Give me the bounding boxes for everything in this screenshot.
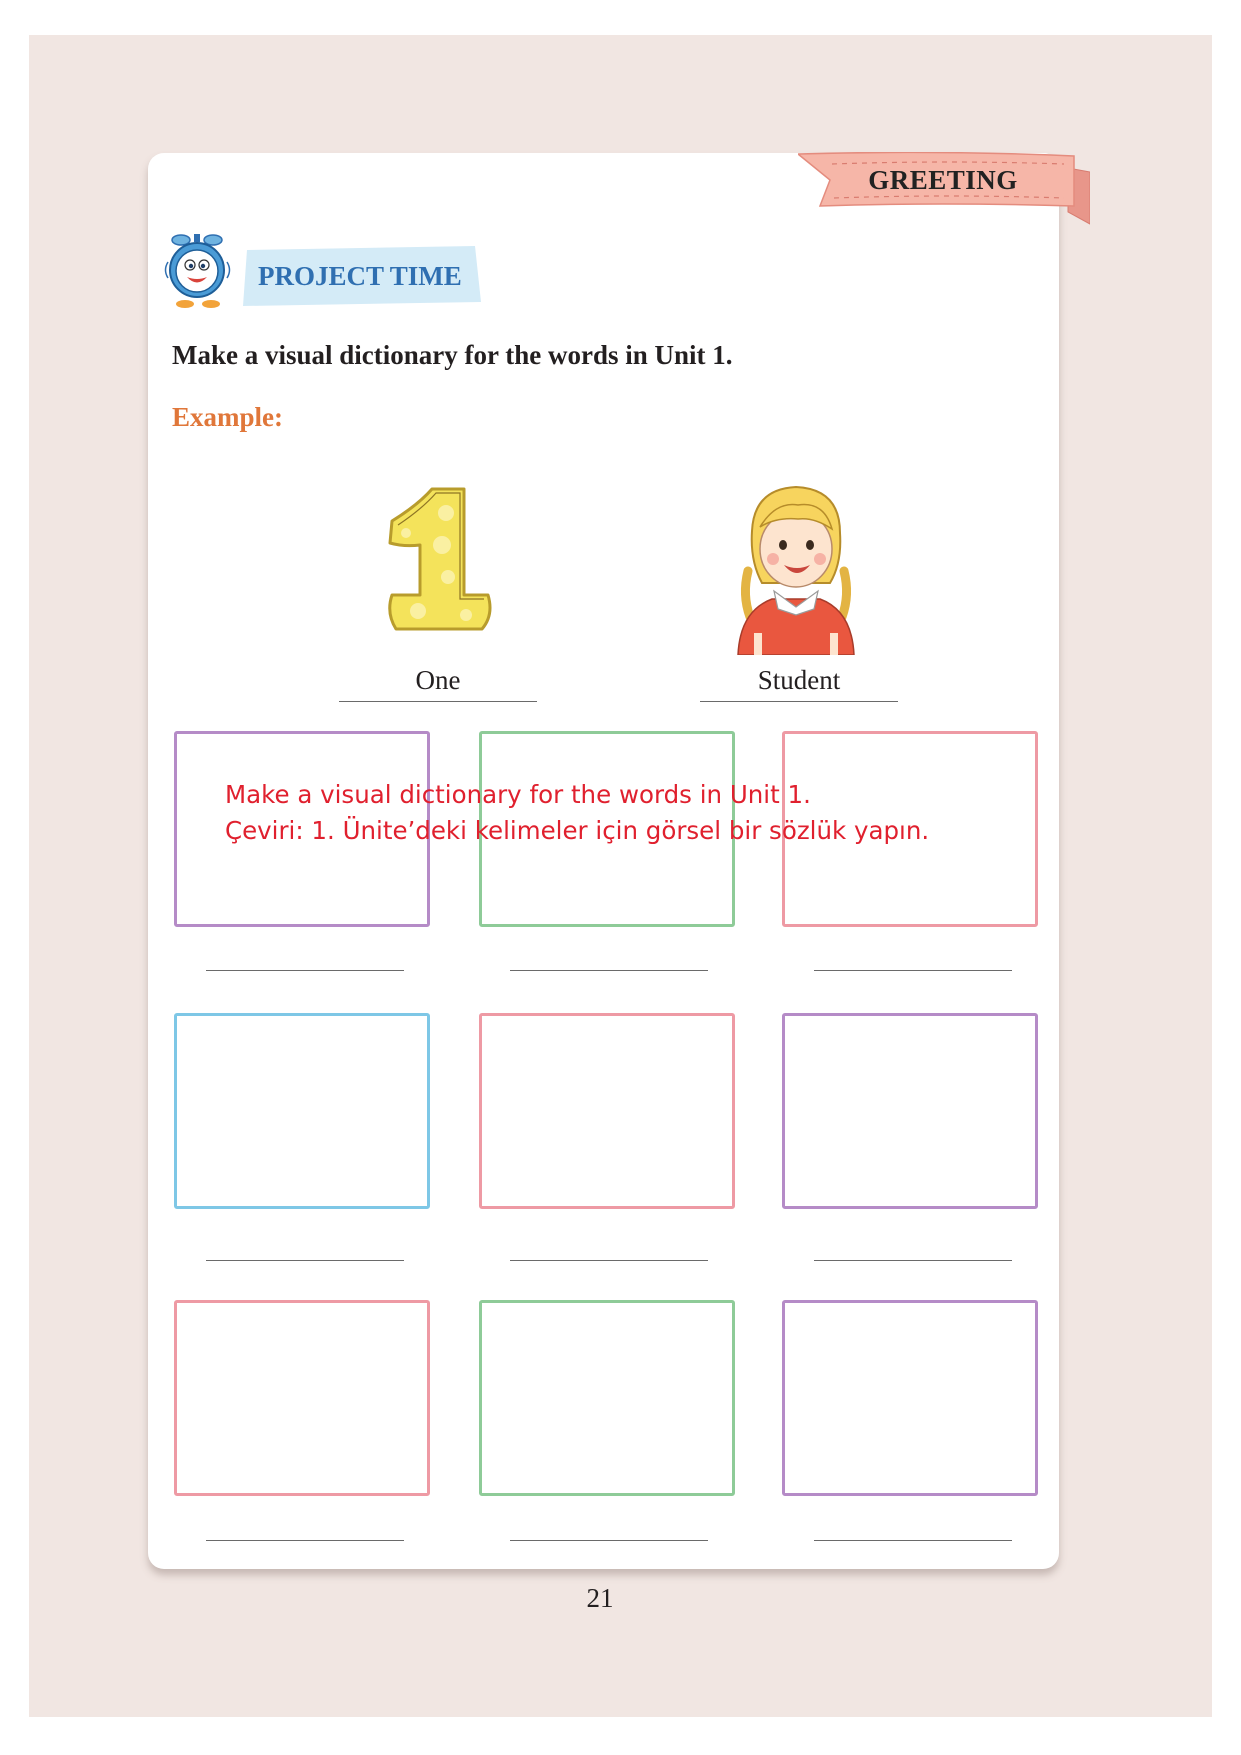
translation-note-line1: Make a visual dictionary for the words in Unit 1.	[225, 780, 811, 809]
student-girl-picture	[728, 483, 864, 655]
drawing-box[interactable]	[479, 1300, 735, 1496]
drawing-box[interactable]	[174, 1300, 430, 1496]
answer-line[interactable]	[814, 970, 1012, 971]
answer-line[interactable]	[510, 1540, 708, 1541]
answer-line[interactable]	[814, 1260, 1012, 1261]
translation-note-line2: Çeviri: 1. Ünite’deki kelimeler için görsel bir sözlük yapın.	[225, 816, 930, 845]
answer-line[interactable]	[206, 1260, 404, 1261]
answer-line[interactable]	[814, 1540, 1012, 1541]
drawing-box[interactable]	[479, 1013, 735, 1209]
answer-line[interactable]	[510, 1260, 708, 1261]
drawing-box[interactable]	[174, 1013, 430, 1209]
example-line-one	[339, 701, 537, 702]
drawing-box[interactable]	[782, 1013, 1038, 1209]
project-time-label: PROJECT TIME	[258, 261, 462, 291]
number-one-picture	[378, 483, 500, 635]
translation-note	[225, 777, 929, 849]
alarm-clock-mascot-icon	[163, 232, 245, 312]
page-number: 21	[586, 1583, 614, 1613]
example-label: Example:	[172, 402, 283, 432]
example-word-student: Student	[757, 665, 841, 695]
answer-line[interactable]	[206, 970, 404, 971]
example-line-student	[700, 701, 898, 702]
answer-line[interactable]	[510, 970, 708, 971]
example-word-one: One	[415, 665, 461, 695]
answer-line[interactable]	[206, 1540, 404, 1541]
instruction-text: Make a visual dictionary for the words in Unit 1.	[172, 340, 733, 370]
drawing-box[interactable]	[782, 1300, 1038, 1496]
unit-ribbon-label: GREETING	[868, 165, 1018, 195]
